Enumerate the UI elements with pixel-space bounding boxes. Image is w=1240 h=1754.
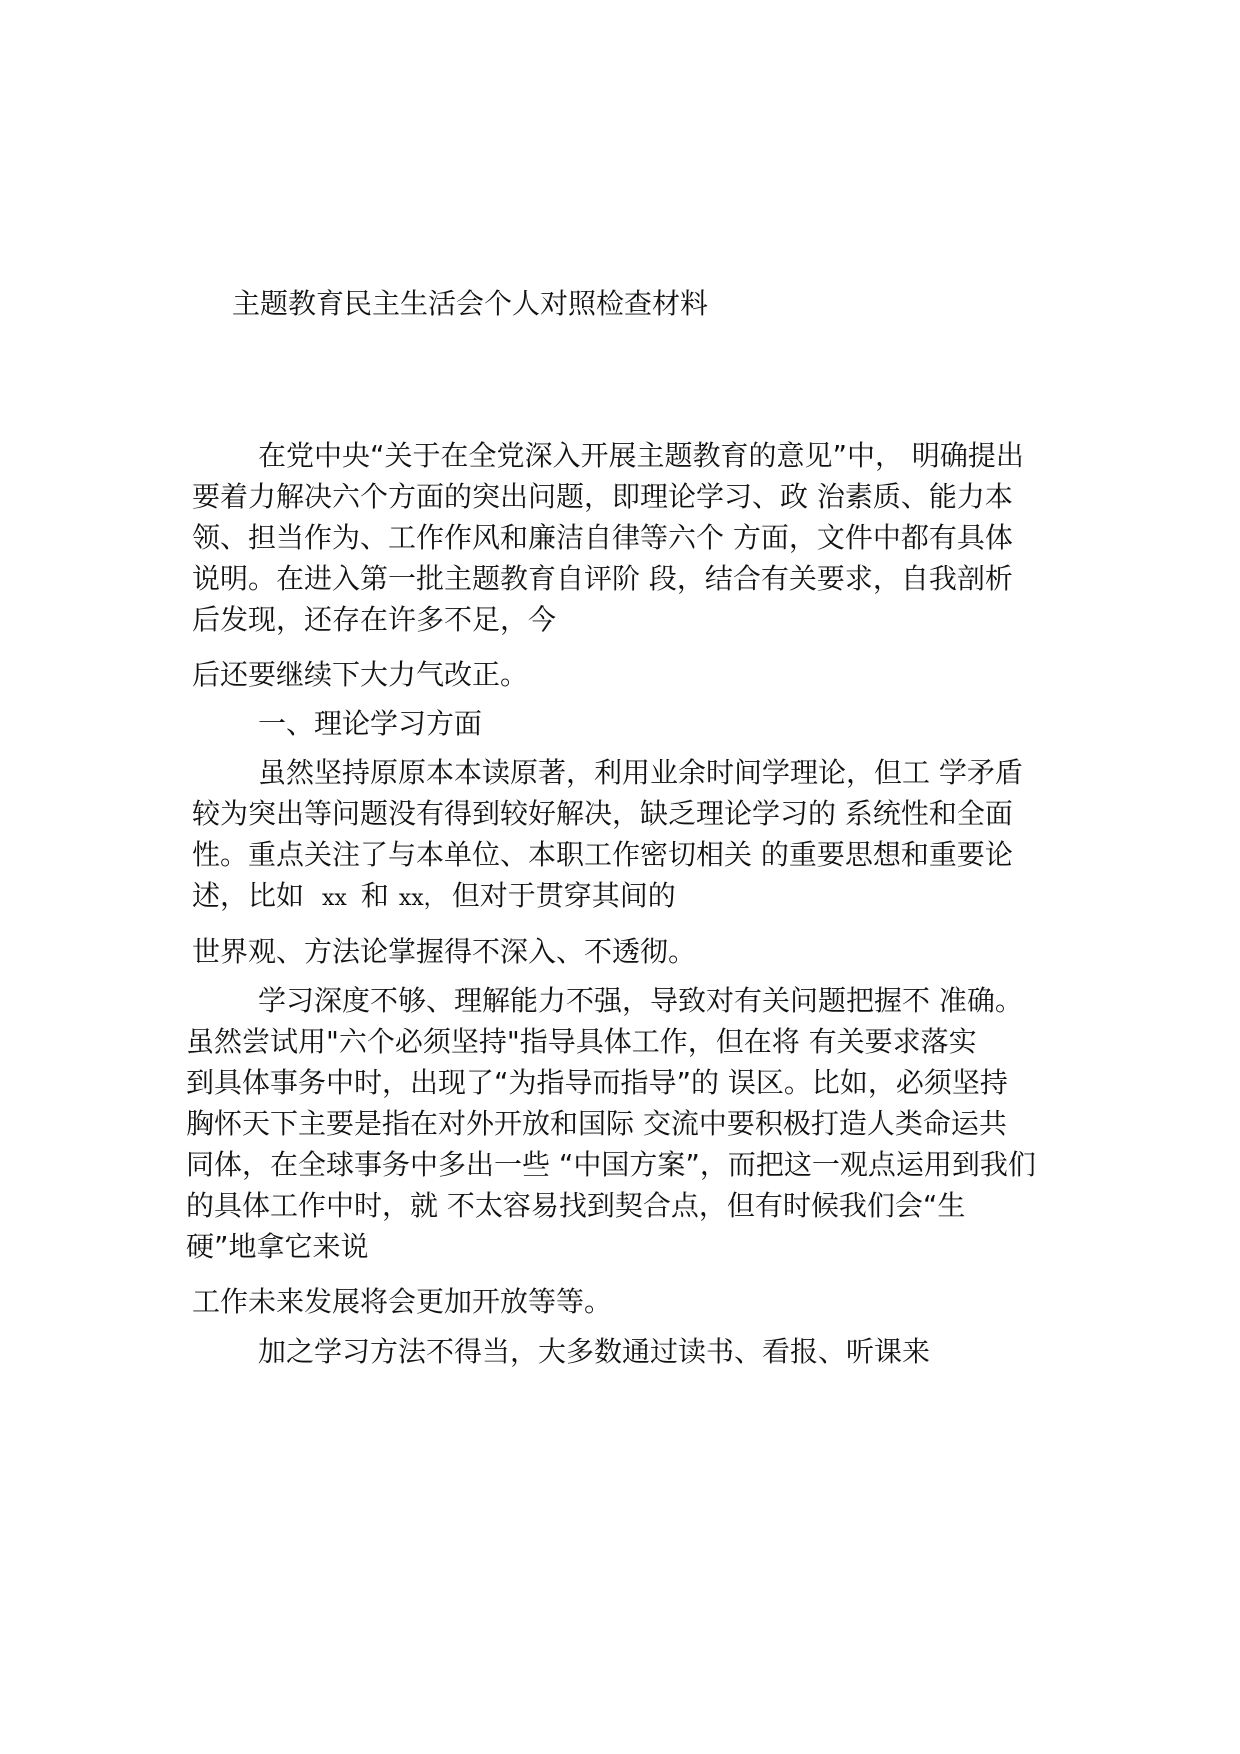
paragraph-line: 虽然尝试用"六个必须坚持"指导具体工作，但在将 有关要求落实 — [186, 1025, 977, 1058]
text-run: 和 — [360, 879, 389, 912]
paragraph-line: 说明。在进入第一批主题教育自评阶 段，结合有关要求，自我剖析 — [192, 562, 1013, 595]
paragraph-line: 要着力解决六个方面的突出问题，即理论学习、政 治素质、能力本 — [192, 480, 1013, 513]
paragraph-line: 后发现，还存在许多不足，今 — [192, 603, 557, 636]
paragraph-line — [192, 876, 676, 919]
paragraph-line: 后还要继续下大力气改正。 — [192, 658, 529, 691]
paragraph-line: 硬”地拿它来说 — [186, 1230, 369, 1263]
paragraph-line: 同体，在全球事务中多出一些 “中国方案”，而把这一观点运用到我们 — [186, 1148, 1036, 1181]
paragraph-line: 虽然坚持原原本本读原著，利用业余时间学理论，但工 学矛盾 — [258, 756, 1023, 789]
paragraph-line: 的具体工作中时，就 不太容易找到契合点，但有时候我们会“生 — [186, 1189, 966, 1222]
paragraph-line: 性。重点关注了与本单位、本职工作密切相关 的重要思想和重要论 — [192, 838, 1013, 871]
paragraph-line: 工作未来发展将会更加开放等等。 — [192, 1285, 613, 1318]
paragraph-line: 胸怀天下主要是指在对外开放和国际 交流中要积极打造人类命运共 — [186, 1107, 1007, 1140]
paragraph-line: 到具体事务中时，出现了“为指导而指导”的 误区。比如，必须坚持 — [186, 1066, 1008, 1099]
text-run: xx， — [398, 886, 446, 911]
paragraph-line: 较为突出等问题没有得到较好解决，缺乏理论学习的 系统性和全面 — [192, 797, 1013, 830]
text-run: 述，比如 — [192, 879, 305, 912]
text-run: 但对于贯穿其间的 — [451, 879, 676, 912]
paragraph-line: 在党中央“关于在全党深入开展主题教育的意见”中， 明确提出 — [258, 439, 1024, 472]
document-title: 主题教育民主生活会个人对照检查材料 — [232, 287, 709, 320]
section-heading: 一、理论学习方面 — [258, 707, 483, 740]
paragraph-line: 领、担当作为、工作作风和廉洁自律等六个 方面，文件中都有具体 — [192, 521, 1013, 554]
paragraph-line: 学习深度不够、理解能力不强，导致对有关问题把握不 准确。 — [258, 984, 1023, 1017]
text-run: xx — [322, 886, 347, 911]
paragraph-line: 世界观、方法论掌握得不深入、不透彻。 — [192, 935, 697, 968]
paragraph-line: 加之学习方法不得当，大多数通过读书、看报、听课来 — [258, 1335, 931, 1368]
